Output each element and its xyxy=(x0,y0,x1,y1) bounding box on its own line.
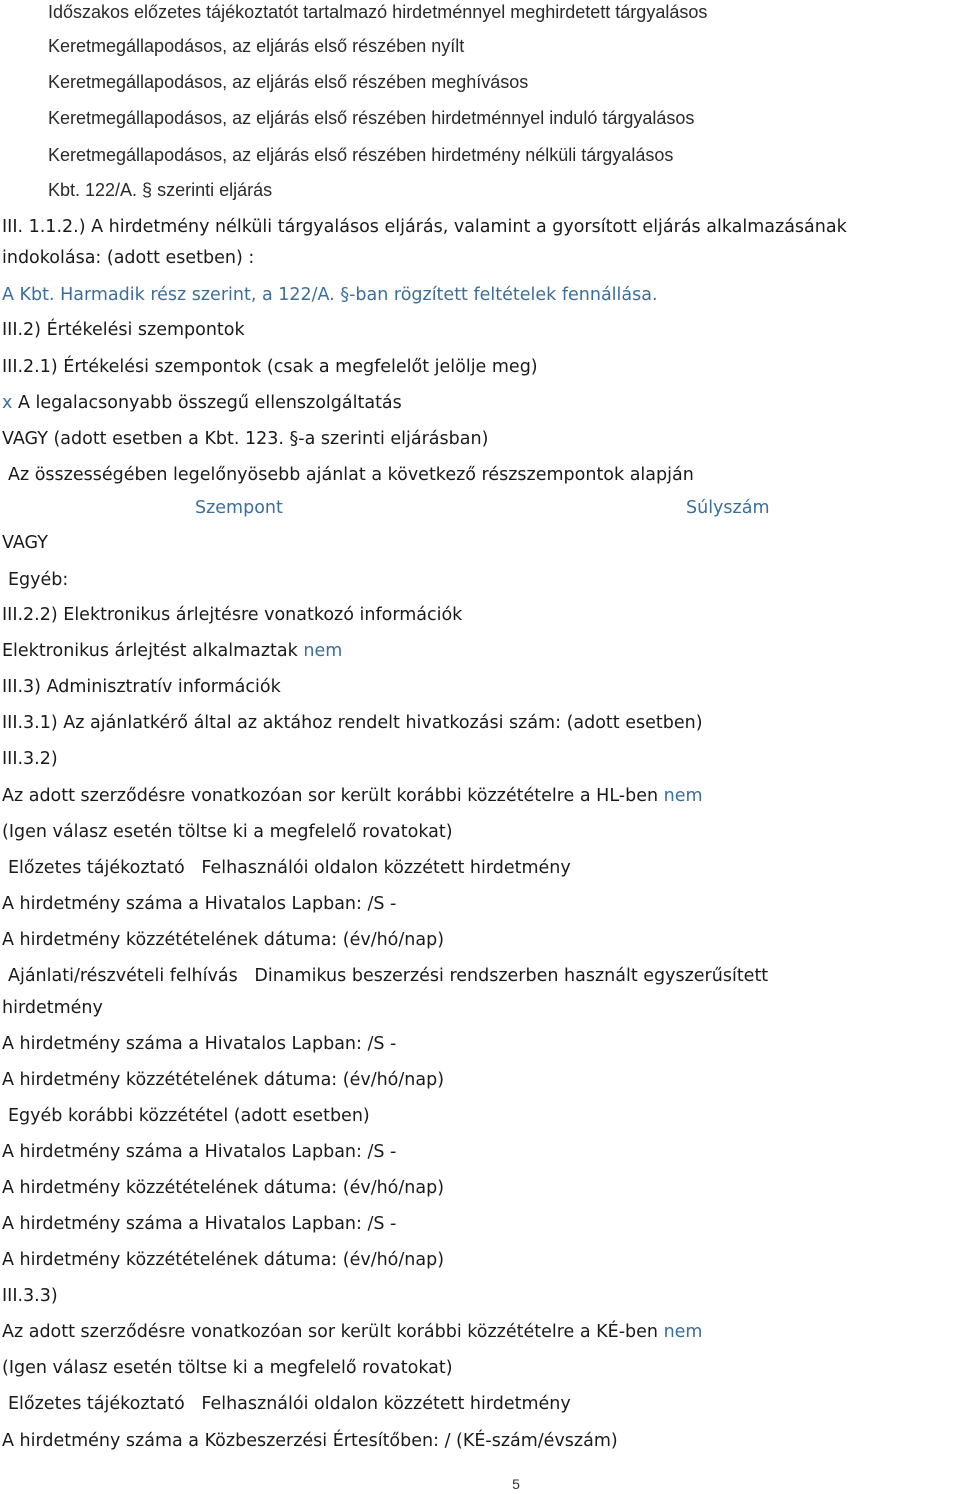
previous-publication-hl-value: nem xyxy=(663,786,703,806)
procedure-type-3: Keretmegállapodásos, az eljárás első részében meghívásos xyxy=(48,72,529,92)
notice-number-line: A hirdetmény száma a Hivatalos Lapban: /S - xyxy=(2,1142,397,1162)
e-auction-label: Elektronikus árlejtést alkalmaztak xyxy=(2,641,298,661)
previous-publication-ke-value: nem xyxy=(663,1322,703,1342)
column-header-weight: Súlyszám xyxy=(686,498,770,518)
section-heading-iii-1-1-2: III. 1.1.2.) A hirdetmény nélküli tárgyalásos eljárás, valamint a gyorsított eljárás alkalmazásának xyxy=(2,217,847,237)
column-header-criterion: Szempont xyxy=(195,498,283,518)
previous-publication-ke xyxy=(2,1320,702,1344)
contract-notice-line: Ajánlati/részvételi felhívás Dinamikus beszerzési rendszerben használt egyszerűsített xyxy=(8,966,769,986)
section-heading-iii-2: III.2) Értékelési szempontok xyxy=(2,320,245,340)
previous-publication-ke-label: Az adott szerződésre vonatkozóan sor került korábbi közzétételre a KÉ-ben xyxy=(2,1322,658,1342)
notice-date-line: A hirdetmény közzétételének dátuma: (év/hó/nap) xyxy=(2,1070,445,1090)
previous-publication-hl-label: Az adott szerződésre vonatkozóan sor került korábbi közzétételre a HL-ben xyxy=(2,786,659,806)
criterion-or-label: VAGY xyxy=(2,533,48,553)
section-heading-iii-3-3: III.3.3) xyxy=(2,1286,58,1306)
notice-number-line: A hirdetmény száma a Hivatalos Lapban: /S - xyxy=(2,1034,397,1054)
criterion-other-label: Egyéb: xyxy=(8,570,69,590)
prior-info-notice-line: Előzetes tájékoztató Felhasználói oldalon közzétett hirdetmény xyxy=(8,858,571,878)
section-heading-iii-2-1: III.2.1) Értékelési szempontok (csak a megfelelőt jelölje meg) xyxy=(2,357,538,377)
notice-number-line: A hirdetmény száma a Hivatalos Lapban: /S - xyxy=(2,894,397,914)
criterion-lowest-price-label: A legalacsonyabb összegű ellenszolgáltatás xyxy=(17,393,402,413)
fill-instructions: (Igen válasz esetén töltse ki a megfelelő rovatokat) xyxy=(2,822,453,842)
previous-publication-hl xyxy=(2,784,703,808)
section-heading-iii-3: III.3) Adminisztratív információk xyxy=(2,677,281,697)
fill-instructions: (Igen válasz esetén töltse ki a megfelelő rovatokat) xyxy=(2,1358,453,1378)
section-heading-iii-3-1: III.3.1) Az ajánlatkérő által az aktához rendelt hivatkozási szám: (adott esetben) xyxy=(2,713,703,733)
procedure-type-5: Keretmegállapodásos, az eljárás első részében hirdetmény nélküli tárgyalásos xyxy=(48,145,674,165)
e-auction-value: nem xyxy=(303,641,343,661)
other-prior-publication: Egyéb korábbi közzététel (adott esetben) xyxy=(8,1106,370,1126)
notice-number-line: A hirdetmény száma a Hivatalos Lapban: /S - xyxy=(2,1214,397,1234)
procedure-type-6: Kbt. 122/A. § szerinti eljárás xyxy=(48,180,273,200)
ke-notice-number-line: A hirdetmény száma a Közbeszerzési Értesítőben: / (KÉ-szám/évszám) xyxy=(2,1431,618,1451)
criterion-best-value: Az összességében legelőnyösebb ajánlat a következő részszempontok alapján xyxy=(8,465,694,485)
procedure-type-1: Időszakos előzetes tájékoztatót tartalmazó hirdetménnyel meghirdetett tárgyalásos xyxy=(48,2,708,22)
procedure-type-4: Keretmegállapodásos, az eljárás első részében hirdetménnyel induló tárgyalásos xyxy=(48,108,695,128)
e-auction-line xyxy=(2,639,342,663)
page-number: 5 xyxy=(512,1476,520,1492)
justification-value: A Kbt. Harmadik rész szerint, a 122/A. §-ban rögzített feltételek fennállása. xyxy=(2,285,658,305)
prior-info-notice-line: Előzetes tájékoztató Felhasználói oldalon közzétett hirdetmény xyxy=(8,1394,571,1414)
notice-date-line: A hirdetmény közzétételének dátuma: (év/hó/nap) xyxy=(2,1178,445,1198)
justification-label: indokolása: (adott esetben) : xyxy=(2,248,255,268)
contract-notice-line-cont: hirdetmény xyxy=(2,998,103,1018)
criterion-or-line: VAGY (adott esetben a Kbt. 123. §-a szerinti eljárásban) xyxy=(2,429,489,449)
section-heading-iii-3-2: III.3.2) xyxy=(2,749,58,769)
section-heading-iii-2-2: III.2.2) Elektronikus árlejtésre vonatkozó információk xyxy=(2,605,463,625)
procedure-type-2: Keretmegállapodásos, az eljárás első részében nyílt xyxy=(48,36,465,56)
notice-date-line: A hirdetmény közzétételének dátuma: (év/hó/nap) xyxy=(2,1250,445,1270)
criterion-lowest-price xyxy=(2,391,402,415)
notice-date-line: A hirdetmény közzétételének dátuma: (év/hó/nap) xyxy=(2,930,445,950)
checkbox-mark: x xyxy=(2,393,13,413)
